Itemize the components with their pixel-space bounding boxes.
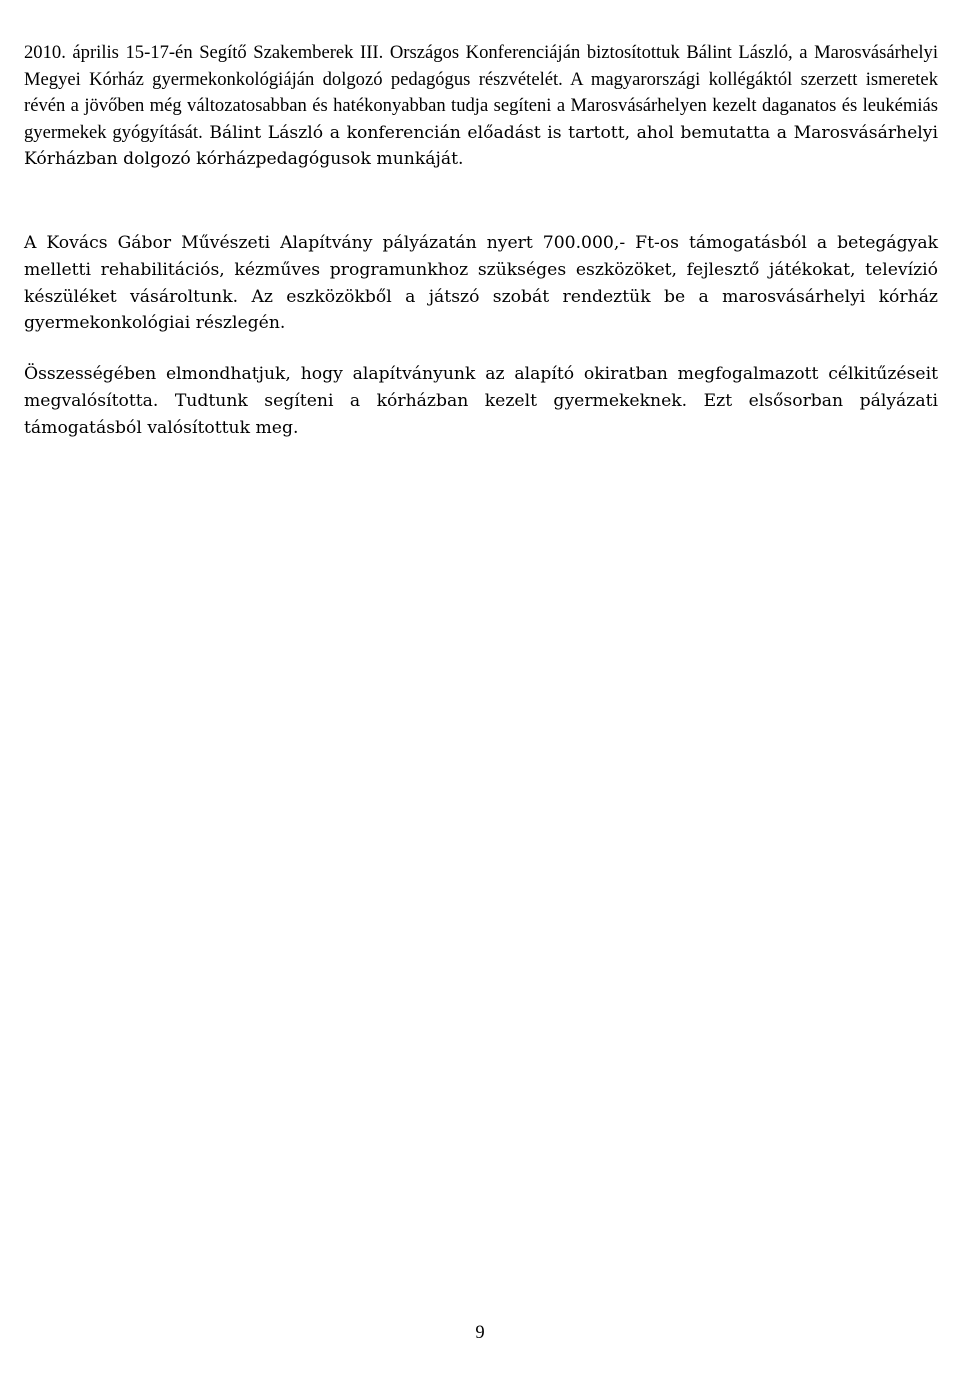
page-number: 9 — [475, 1322, 485, 1343]
paragraph-foundation-grant: A Kovács Gábor Művészeti Alapítvány pályázatán nyert 700.000,- Ft-os támogatásból a betegágyak melletti rehabilitációs, kézműves programunkhoz szükséges eszközöket, fejlesztő játékokat, televízió készüléket vásároltunk. Az eszközökből a játszó szobát rendeztük be a marosvásárhelyi kórház gyermekonkológiai részlegén. — [24, 233, 938, 334]
paragraph-summary: Összességében elmondhatjuk, hogy alapítványunk az alapító okiratban megfogalmazott célkitűzéseit megvalósította. Tudtunk segíteni a kórházban kezelt gyermekeknek. Ezt elsősorban pályázati támogatásból valósítottuk meg. — [24, 364, 938, 438]
paragraph-conference — [24, 40, 938, 173]
paragraph-conference-part1: 2010. április 15-17-én Segítő Szakemberek III. Országos Konferenciáján biztosítottuk Bálint László, a Marosvásárhelyi Megyei Kórház gyermekonkológiáján dolgozó pedagógus részvételét. A magyarországi kollégáktól szerzett ismeretek révén a jövőben még változatosabban és hatékonyabban tudja segíteni a Marosvásárhelyen kezelt daganatos és leukémiás gyermekek gyógyítását. — [24, 42, 938, 143]
paragraph-conference-part2: Bálint László a konferencián előadást is tartott, ahol bemutatta a Marosvásárhelyi Kórházban dolgozó kórházpedagógusok munkáját. — [24, 122, 938, 169]
